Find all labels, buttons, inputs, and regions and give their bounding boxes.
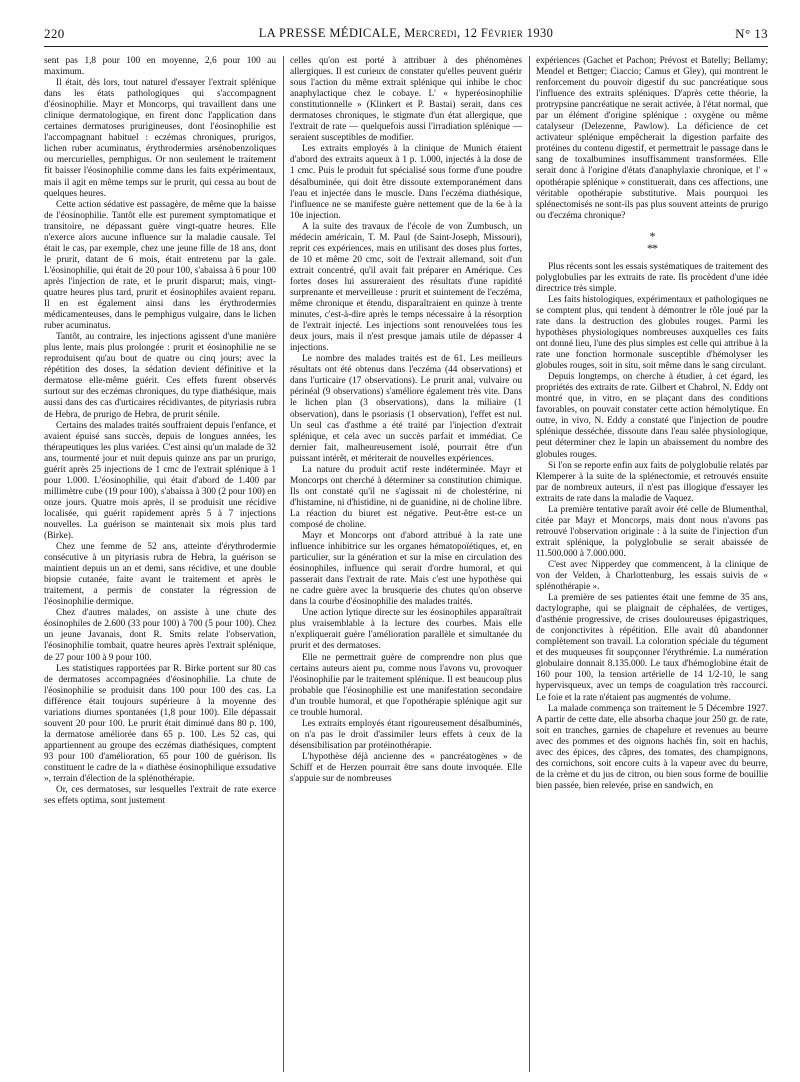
paragraph: Or, ces dermatoses, sur lesquelles l'extrait de rate exerce ses effets optima, sont justement <box>44 785 276 807</box>
paragraph: Cette action sédative est passagère, de même que la baisse de l'éosinophilie. Tantôt elle est purement symptomatique et transitoire, ne dépassant guère vingt-quatre heures. Elle n'exerce alors aucune influence sur la maladie causale. Tel était le cas, par exemple, chez une jeune fille de 18 ans, dont le prurit, datant de 6 mois, était entretenu par la gale. L'éosinophilie, qui était de 20 pour 100, s'abaissa à 6 pour 100 après l'injection de rate, et le prurit disparut; mais, vingt-quatre heures plus tard, prurit et éosinophiles avaient reparu. Il en est également ainsi dans les érythrodermies médicamenteuses, dans le pemphigus vulgaire, dans le lichen ruber acuminatus. <box>44 199 276 332</box>
column-3-top <box>536 56 768 222</box>
paragraph: Mayr et Moncorps ont d'abord attribué à la rate une influence inhibitrice sur les organes hématopoïétiques, et, en particulier, sur la génération et sur la mise en circulation des éosinophiles, influence qui serait d'ordre humoral, et qui passerait dans l'extrait de rate. Mais c'est une hypothèse qui ne cadre guère avec la brusquerie des chutes qu'on observe dans la courbe d'éosinophilie des malades traités. <box>290 531 522 608</box>
paragraph: La première de ses patientes était une femme de 35 ans, dactylographe, qui se plaignait de céphalées, de vertiges, d'asthénie progressive, de crises douloureuses épigastriques, de conjonctivites à répétition. Elle avait dû abandonner complètement son travail. La coloration spéciale du tégument et des muqueuses fit soupçonner l'érythrémie. La numération globulaire donnait 8.135.000. Le taux d'hémoglobine était de 160 pour 100, la tension artérielle de 14 1/2-10, le sang hypervisqueux, avec un temps de coagulation très raccourci. Le foie et la rate n'étaient pas augmentés de volume. <box>536 593 768 703</box>
journal-title: LA PRESSE MÉDICALE, Mercredi, 12 Février 1930 <box>258 26 554 40</box>
paragraph: Chez d'autres malades, on assiste à une chute des éosinophiles de 2.600 (33 pour 100) à 700 (5 pour 100). Chez un jeune Javanais, dont R. Smits relate l'observation, l'éosinophilie tombait, quatre heures après l'extrait splénique, de 27 pour 100 à 9 pour 100. <box>44 608 276 663</box>
column-3 <box>529 56 768 1072</box>
paragraph: Depuis longtemps, on cherche à étudier, à cet égard, les propriétés des extraits de rate. Gilbert et Chabrol, N. Eddy ont montré que, in vitro, en se plaçant dans des conditions favorables, on pouvait constater cette action hémolytique. En outre, in vivo, N. Eddy a constaté que l'injection de poudre splénique desséchée, dissoute dans l'eau salée physiologique, peut déterminer chez le lapin un abaissement du nombre des globules rouges. <box>536 372 768 460</box>
paragraph: Chez une femme de 52 ans, atteinte d'érythrodermie consécutive à un pityriasis rubra de Hebra, la guérison se maintient depuis un an et demi, sans récidive, et une double biopsie cutanée, faite avant le traitement et après le traitement, a permis de constater la régression de l'éosinophilie dermique. <box>44 542 276 608</box>
paragraph: La nature du produit actif reste indéterminée. Mayr et Moncorps ont cherché à déterminer sa constitution chimique. Ils ont constaté qu'il ne s'agissait ni de cholestérine, ni d'histamine, ni d'histidine, ni de guanidine, ni de choline libre. La réaction du biuret est négative. Peut-être est-ce un composé de choline. <box>290 464 522 530</box>
paragraph: Tantôt, au contraire, les injections agissent d'une manière plus lente, mais plus prolongée : prurit et éosinophilie ne se reproduisent qu'au bout de quatre ou cinq jours; avec la répétition des doses, la sédation devient définitive et la dermatose elle-même guérit. Ces effets furent observés surtout sur des eczémas chroniques, du type diathésique, mais aussi dans des cas d'urticaires récidivantes, de pityriasis rubra de Hebra, de prurigo de Hebra, de prurit sénile. <box>44 332 276 420</box>
article-body <box>44 56 768 1072</box>
paragraph: Le nombre des malades traités est de 61. Les meilleurs résultats ont été obtenus dans l'eczéma (44 observations) et dans l'urticaire (17 observations). Le prurit anal, vulvaire ou périnéal (9 observations) s'améliore également très vite. Dans le lichen plan (3 observations), dans la miliaire (1 observation), dans le psoriasis (1 observation), l'effet est nul. Un seul cas d'asthme a été traité par l'injection d'extrait splénique, et cela avec un succès parfait et immédiat. Ce dernier fait, malheureusement isolé, pourrait être d'un puissant intérêt, et mériterait de nouvelles expériences. <box>290 354 522 464</box>
paragraph: Plus récents sont les essais systématiques de traitement des polyglobulies par les extraits de rate. Ils procèdent d'une idée directrice très simple. <box>536 261 768 294</box>
paragraph: Il était, dès lors, tout naturel d'essayer l'extrait splénique dans les états pathologiques qui s'accompagnent d'éosinophilie. Mayr et Moncorps, qui travaillent dans une clinique dermatologique, en firent donc l'application dans certaines dermatoses prurigineuses, dont l'éosinophilie est l'accompagnant habituel : eczémas chroniques, prurigos, lichen ruber acuminatus, érythrodermies arsénobenzoliques ou mercurielles, pemphigus. Or non seulement le traitement fit baisser l'éosinophilie comme dans les faits expérimentaux, mais il agit en même temps sur le prurit, qui cessa au bout de quelques heures. <box>44 78 276 199</box>
paragraph: La première tentative paraît avoir été celle de Blumenthal, citée par Mayr et Moncorps, mais dont nous n'avons pas retrouvé l'observation originale : à la suite de l'injection d'un extrait splénique, la polyglobulie se serait abaissée de 11.500.000 à 7.000.000. <box>536 504 768 559</box>
paragraph: C'est avec Nipperdey que commencent, à la clinique de von der Velden, à Charlottenburg, les essais suivis de « splénothérapie ». <box>536 559 768 593</box>
paragraph: Les statistiques rapportées par R. Birke portent sur 80 cas de dermatoses accompagnées d'éosinophilie. La chute de l'éosinophilie se produisit dans 100 pour 100 des cas. La différence était toujours supérieure à la moyenne des variations diurnes spontanées (1,8 pour 100). Elle dépassait souvent 20 pour 100. Le prurit était diminué dans 80 p. 100, la dermatose améliorée dans 65 p. 100. Les 52 cas, qui appartiennent au groupe des eczémas diathésiques, comptent 93 pour 100 d'amélioration, 65 pour 100 de guérison. Ils constituent le cadre de la « diathèse éosinophilique exsudative », terrain d'élection de la splénothérapie. <box>44 663 276 785</box>
column-3-bottom <box>536 262 768 792</box>
column-1 <box>44 56 276 1072</box>
paragraph: Certains des malades traités souffraient depuis l'enfance, et avaient épuisé sans succès, depuis de longues années, les thérapeutiques les plus variées. C'est ainsi qu'un malade de 32 ans, tourmenté jour et nuit depuis quinze ans par un prurigo, guérit après 25 injections de 1 cmc de l'extrait splénique à 1 pour 1.000. L'éosinophilie, qui était d'abord de 1.400 par millimètre cube (19 pour 100), s'abaissa à 300 (2 pour 100) en onze jours. Quatre mois après, il se produisit une récidive localisée, qui guérit rapidement après 5 à 7 injections nouvelles. La guérison se maintenait six mois plus tard (Birke). <box>44 420 276 542</box>
column-2 <box>283 56 522 1072</box>
paragraph: La malade commença son traitement le 5 Décembre 1927. A partir de cette date, elle absorba chaque jour 250 gr. de rate, soit en tranches, garnies de chapelure et revenues au beurre avec des pommes et des oignons hachés fin, soit en hachis, avec des épices, des câpres, des tomates, des champignons, des cornichons, soit encore cuits à la vapeur avec du beurre, de la crème et du jus de citron, ou bien sous forme de bouillie bien passée, bien relevée, prise en sandwich, en <box>536 703 768 791</box>
running-header <box>44 24 768 47</box>
section-separator-asterism: * ** <box>647 228 657 255</box>
paragraph: Les extraits employés étant rigoureusement désalbuminés, on n'a pas le droit d'assimiler leurs effets à ceux de la désensibilisation par protéinothérapie. <box>290 718 522 751</box>
paragraph: celles qu'on est porté à attribuer à des phénomènes allergiques. Il est curieux de constater qu'elles peuvent guérir sous l'action du même extrait splénique qui inhibe le choc anaphylactique chez le cobaye. L' « hyperéosinophilie constitutionnelle » (Klinkert et P. Bastai) serait, dans ces dermatoses chroniques, le stigmate d'un état allergique, que l'extrait de rate — quelquefois aussi l'irradiation splénique — seraient susceptibles de modifier. <box>290 56 522 144</box>
paragraph: Les extraits employés à la clinique de Munich étaient d'abord des extraits aqueux à 1 p. 1.000, injectés à la dose de 1 cmc. Puis le produit fut spécialisé sous forme d'une poudre désalbuminée, qui doit être dissoute extemporanément dans l'eau et injectée dans le muscle. Dans l'eczéma diathésique, l'influence ne se manifeste guère nettement que de la 6e à la 10e injection. <box>290 144 522 221</box>
issue-number: N° 13 <box>735 26 768 41</box>
paragraph: Si l'on se reporte enfin aux faits de polyglobulie relatés par Klemperer à la suite de la splénectomie, et retrouvés ensuite par de nombreux auteurs, il n'est pas illogique d'essayer les extraits de rate dans la maladie de Vaquez. <box>536 460 768 504</box>
paragraph: Une action lytique directe sur les éosinophiles apparaîtrait plus vraisemblable à la lecture des courbes. Mais elle n'expliquerait guère l'amélioration parallèle et simultanée du prurit et des dermatoses. <box>290 608 522 652</box>
paragraph: expériences (Gachet et Pachon; Prévost et Batelly; Bellamy; Mendel et Bettger; Ciaccio; Camus et Gley), qui montrent le renforcement du pouvoir digestif du suc pancréatique sous l'influence des extraits spléniques. D'après cette théorie, la protrypsine pancréatique ne serait activée, à l'état normal, que par un élément d'origine splénique : oxygène ou même catalyseur (Delezenne, Pawlow). La déficience de cet activateur splénique empêcherait la digestion parfaite des protéines du contenu digestif, et permettrait le passage dans le sang de toxalbumines insuffisamment transformées. Elle serait donc à l'origine d'états d'anaphylaxie chronique, et l' « opothérapie splénique » constituerait, dans ces affections, une véritable opothérapie substitutive. Mais pourquoi les splénectomisés ne sont-ils pas plus souvent atteints de prurigo ou d'eczéma chronique? <box>536 56 768 221</box>
page-number: 220 <box>44 26 65 41</box>
paragraph: sent pas 1,8 pour 100 en moyenne, 2,6 pour 100 au maximum. <box>44 56 276 78</box>
paragraph: Elle ne permettrait guère de comprendre non plus que certains auteurs aient pu, comme nous l'avons vu, provoquer l'éosinophilie par le traitement splénique. Il est beaucoup plus probable que l'éosinophilie est une manifestation secondaire d'un trouble humoral, et que l'opothérapie splénique agit sur ce trouble humoral. <box>290 652 522 718</box>
paragraph: Les faits histologiques, expérimentaux et pathologiques ne se comptent plus, qui tendent à démontrer le rôle joué par la rate dans la destruction des globules rouges. Parmi les hypothèses physiologiques nombreuses auxquelles ces faits ont donné lieu, l'une des plus simples est celle qui attribue à la rate une fonction hormonale susceptible d'hémolyser les globules rouges, soit in situ, soit même dans le sang circulant. <box>536 294 768 372</box>
paragraph: L'hypothèse déjà ancienne des « pancréatogènes » de Schiff et de Herzen pourrait être sans doute invoquée. Elle s'appuie sur de nombreuses <box>290 751 522 785</box>
paragraph: A la suite des travaux de l'école de von Zumbusch, un médecin américain, T. M. Paul (de Saint-Joseph, Missouri), reprit ces expériences, mais en utilisant des doses plus fortes, de 10 et même 20 cmc, soit de l'extrait allemand, soit d'un extrait concentré, qu'il avait fait préparer en Amérique. Ces fortes doses lui assureraient des résultats d'une rapidité surprenante et merveilleuse : prurit et suintement de l'eczéma, même chronique et étendu, disparaîtraient en quinze à trente minutes, c'est-à-dire après le temps nécessaire à la résorption de l'extrait injecté. Les injections sont renouvelées tous les deux jours, mais il n'est presque jamais utile de dépasser 4 injections. <box>290 221 522 354</box>
